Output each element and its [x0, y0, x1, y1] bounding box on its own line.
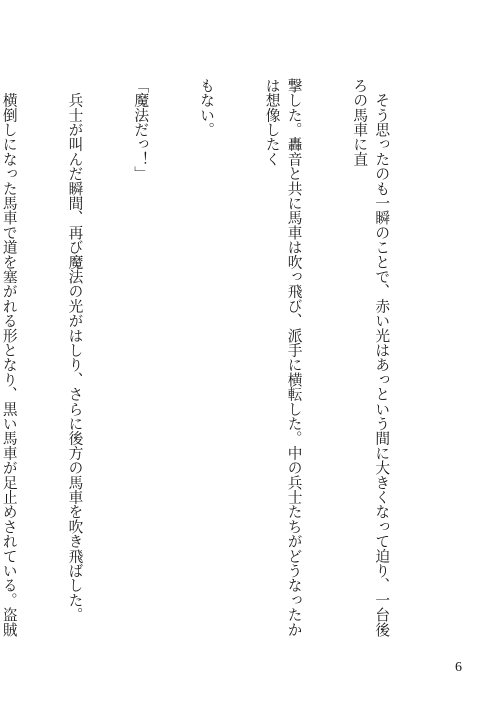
vertical-text-body [0, 78, 436, 648]
text-line: 兵士が叫んだ瞬間、再び魔法の光がはしり、さらに後方の馬車を吹き飛ばした。 [66, 78, 84, 622]
text-line: 撃した。轟音と共に馬車は吹っ飛び、派手に横転した。中の兵士たちがどうなったかは想像したく [263, 78, 303, 637]
page-number: 6 [455, 660, 462, 675]
text-line: 横倒しになった馬車で道を塞がれる形となり、黒い馬車が足止めされている。盗賊 [0, 92, 18, 637]
text-line: 「魔法だっ！」 [132, 78, 150, 181]
text-line: もない。 [197, 78, 215, 137]
text-line: そう思ったのも一瞬のことで、赤い光はあっという間に大きくなって迫り、一台後ろの馬車に直 [351, 78, 391, 637]
